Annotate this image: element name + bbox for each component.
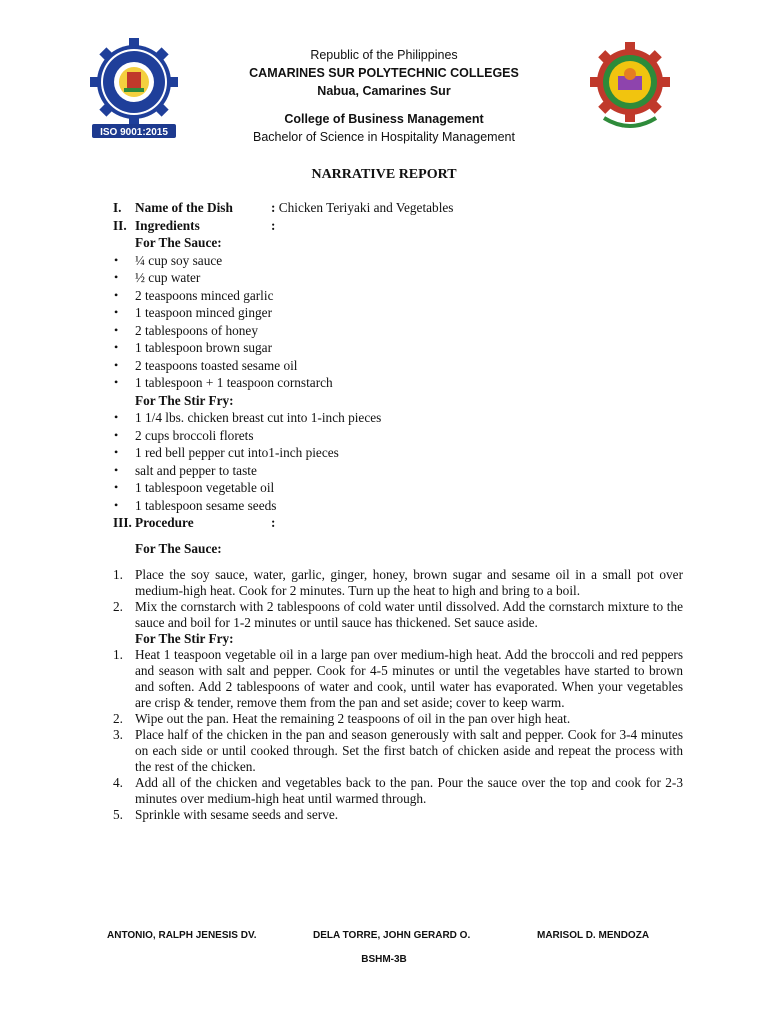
bullet-icon: • (114, 480, 119, 494)
stirfry-procedure-steps (113, 647, 683, 823)
procedure-step (113, 599, 683, 631)
author-name: ANTONIO, RALPH JENESIS DV. (107, 930, 257, 941)
ingredient-text: salt and pepper to taste (135, 462, 257, 478)
iso-badge-text: ISO 9001:2015 (100, 127, 168, 138)
author-name: DELA TORRE, JOHN GERARD O. (313, 930, 471, 941)
ingredient-text: 1 tablespoon brown sugar (135, 340, 273, 355)
procedure-stirfry-heading: For The Stir Fry: (135, 631, 234, 646)
procedure-step (113, 807, 683, 823)
bullet-icon: • (114, 357, 119, 372)
bullet-icon: • (114, 462, 119, 477)
ingredients-sauce-heading: For The Sauce: (135, 235, 222, 250)
ingredient-text: 2 tablespoons of honey (135, 322, 258, 338)
ingredient-item (113, 357, 683, 375)
ingredient-text: 2 cups broccoli florets (135, 427, 254, 443)
bullet-icon: • (114, 445, 119, 459)
procedure-sauce-heading: For The Sauce: (135, 540, 222, 556)
step-text: Place half of the chicken in the pan and season generously with salt and pepper. Cook for 3-4 minutes on each side or until cooked through. Set the first batch of chicken aside and repeat the process with the rest of the chicken. (135, 727, 683, 774)
dish-name-value: Chicken Teriyaki and Vegetables (278, 200, 454, 215)
ingredient-item (113, 252, 683, 270)
ingredient-text: 1 tablespoon + 1 teaspoon cornstarch (135, 375, 333, 390)
ingredient-item (113, 427, 683, 445)
ingredient-item (113, 374, 683, 392)
sauce-procedure-steps (113, 567, 683, 631)
ingredient-item (113, 497, 683, 515)
bullet-icon: • (114, 322, 119, 337)
header-location: Nabua, Camarines Sur (317, 84, 451, 98)
section-ingredients: II. Ingredients : (113, 217, 276, 233)
ingredients-stirfry-heading: For The Stir Fry: (135, 392, 234, 408)
class-section: BSHM-3B (361, 954, 407, 965)
header-college-name: CAMARINES SUR POLYTECHNIC COLLEGES (249, 66, 519, 80)
ingredient-item (113, 269, 683, 287)
ingredient-text: ¼ cup soy sauce (135, 252, 223, 268)
ingredient-text: 2 teaspoons toasted sesame oil (135, 357, 298, 373)
header-department: College of Business Management (284, 112, 484, 126)
step-text: Heat 1 teaspoon vegetable oil in a large pan over medium-high heat. Add the broccoli and red peppers and season with salt and pepper. Cook for 4-5 minutes or until the vegetables have started to brown and soften. Add 2 tablespoons of water and cook, until water has evaporated. When your vegetables are crisp & tender, remove them from the pan and set aside; cover to keep warm. (135, 647, 683, 710)
procedure-step (113, 727, 683, 775)
bullet-icon: • (114, 287, 119, 302)
bullet-icon: • (114, 410, 119, 424)
stirfry-ingredient-list (113, 409, 683, 514)
ingredient-text: 1 tablespoon vegetable oil (135, 480, 275, 495)
report-title: NARRATIVE REPORT (311, 167, 457, 182)
ingredient-text: 1 tablespoon sesame seeds (135, 497, 277, 513)
ingredient-text: ½ cup water (135, 270, 201, 285)
procedure-step (113, 567, 683, 599)
institution-header (0, 46, 768, 146)
instructor-name: MARISOL D. MENDOZA (537, 930, 650, 941)
ingredient-item (113, 322, 683, 340)
step-number: 3. (113, 727, 123, 742)
step-number: 5. (113, 807, 123, 822)
section-procedure: III. Procedure : (113, 515, 276, 530)
header-program: Bachelor of Science in Hospitality Management (253, 130, 515, 144)
bullet-icon: • (114, 305, 119, 319)
ingredient-item (113, 462, 683, 480)
step-text: Add all of the chicken and vegetables back to the pan. Pour the sauce over the top and cook for 2-3 minutes over medium-high heat until warmed through. (135, 775, 683, 806)
step-number: 1. (113, 567, 123, 582)
bullet-icon: • (114, 375, 119, 389)
bullet-icon: • (114, 497, 119, 512)
bullet-icon: • (114, 427, 119, 442)
step-text: Place the soy sauce, water, garlic, ginger, honey, brown sugar and sesame oil in a small pot over medium-high heat. Cook for 2 minutes. Turn up the heat to high and bring to a boil. (135, 567, 683, 598)
step-number: 2. (113, 711, 123, 726)
ingredient-item (113, 409, 683, 427)
procedure-step (113, 711, 683, 727)
step-number: 4. (113, 775, 123, 790)
sauce-ingredient-list (113, 252, 683, 392)
bullet-icon: • (114, 340, 119, 354)
section-dish-name: I. Name of the Dish : Chicken Teriyaki and Vegetables (113, 200, 454, 215)
ingredient-text: 1 red bell pepper cut into1-inch pieces (135, 445, 339, 460)
procedure-step (113, 647, 683, 711)
ingredient-item (113, 287, 683, 305)
step-number: 1. (113, 647, 123, 662)
step-text: Mix the cornstarch with 2 tablespoons of cold water until dissolved. Add the cornstarch mixture to the sauce and boil for 1-2 minutes or until sauce has thickened. Set sauce aside. (135, 599, 683, 630)
header-republic: Republic of the Philippines (310, 48, 458, 62)
ingredient-text: 1 1/4 lbs. chicken breast cut into 1-inch pieces (135, 410, 382, 425)
ingredient-item (113, 444, 683, 462)
ingredient-text: 1 teaspoon minced ginger (135, 305, 272, 320)
ingredient-item (113, 479, 683, 497)
report-content (113, 199, 683, 823)
step-number: 2. (113, 599, 123, 614)
ingredient-item (113, 304, 683, 322)
bullet-icon: • (114, 270, 119, 284)
procedure-step (113, 775, 683, 807)
step-text: Sprinkle with sesame seeds and serve. (135, 807, 339, 822)
ingredient-text: 2 teaspoons minced garlic (135, 287, 274, 303)
step-text: Wipe out the pan. Heat the remaining 2 teaspoons of oil in the pan over high heat. (135, 711, 571, 726)
bullet-icon: • (114, 252, 119, 267)
ingredient-item (113, 339, 683, 357)
